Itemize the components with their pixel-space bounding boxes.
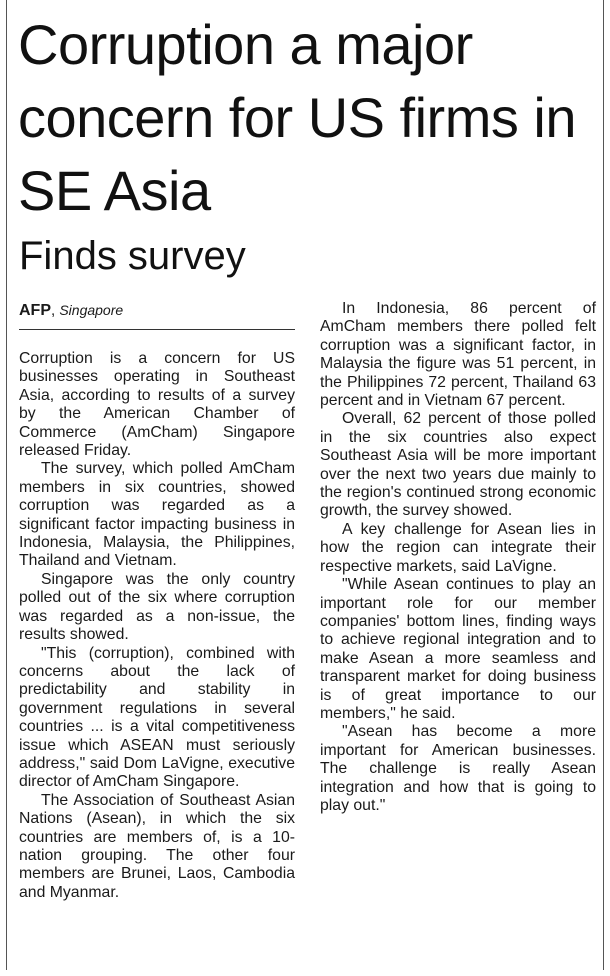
- subheadline: Finds survey: [19, 234, 246, 278]
- article-paragraph: The survey, which polled AmCham members in six countries, showed corruption was regarded as a significant factor impacting business in Indonesia, Malaysia, the Philippines, Thailand and Vietnam.: [19, 460, 295, 570]
- byline: [19, 300, 295, 330]
- article-paragraph: "This (corruption), combined with concerns about the lack of predictability and stability in government regulations in several countries ... is a vital competitiveness issue which ASEAN must seriously address," said Dom LaVigne, executive director of AmCham Singapore.: [19, 644, 295, 791]
- headline: Corruption a major concern for US firms in SE Asia: [18, 13, 576, 222]
- article-column-right: [320, 300, 596, 815]
- byline-location: Singapore: [59, 302, 124, 318]
- article-paragraph: Singapore was the only country polled out of the six where corruption was regarded as a non-issue, the results showed.: [19, 570, 295, 644]
- article-paragraph: Overall, 62 percent of those polled in the six countries also expect Southeast Asia will be more important over the next two years due mainly to the region's continued strong economic growth, the survey showed.: [320, 410, 596, 520]
- article-paragraph: In Indonesia, 86 percent of AmCham members there polled felt corruption was a significant factor, in Malaysia the figure was 51 percent, in the Philippines 72 percent, Thailand 63 percent and in Vietnam 67 percent.: [320, 300, 596, 410]
- article-column-left: [19, 300, 295, 902]
- article-paragraph: A key challenge for Asean lies in how the region can integrate their respective markets, said LaVigne.: [320, 520, 596, 575]
- article-paragraph: "While Asean continues to play an important role for our member companies' bottom lines, finding ways to achieve regional integration and to make Asean a more seamless and transparent market for doing business is of great importance to our members," he said.: [320, 576, 596, 722]
- byline-separator: ,: [51, 302, 60, 319]
- byline-agency: AFP: [19, 302, 51, 319]
- article-paragraph: "Asean has become a more important for American businesses. The challenge is really Asean integration and how that is going to play out.": [320, 723, 596, 814]
- article-paragraph: Corruption is a concern for US businesses operating in Southeast Asia, according to results of a survey by the American Chamber of Commerce (AmCham) Singapore released Friday.: [19, 350, 295, 460]
- article-paragraph: The Association of Southeast Asian Nations (Asean), in which the six countries are members of, is a 10-nation grouping. The other four members are Brunei, Laos, Cambodia and Myanmar.: [19, 791, 295, 901]
